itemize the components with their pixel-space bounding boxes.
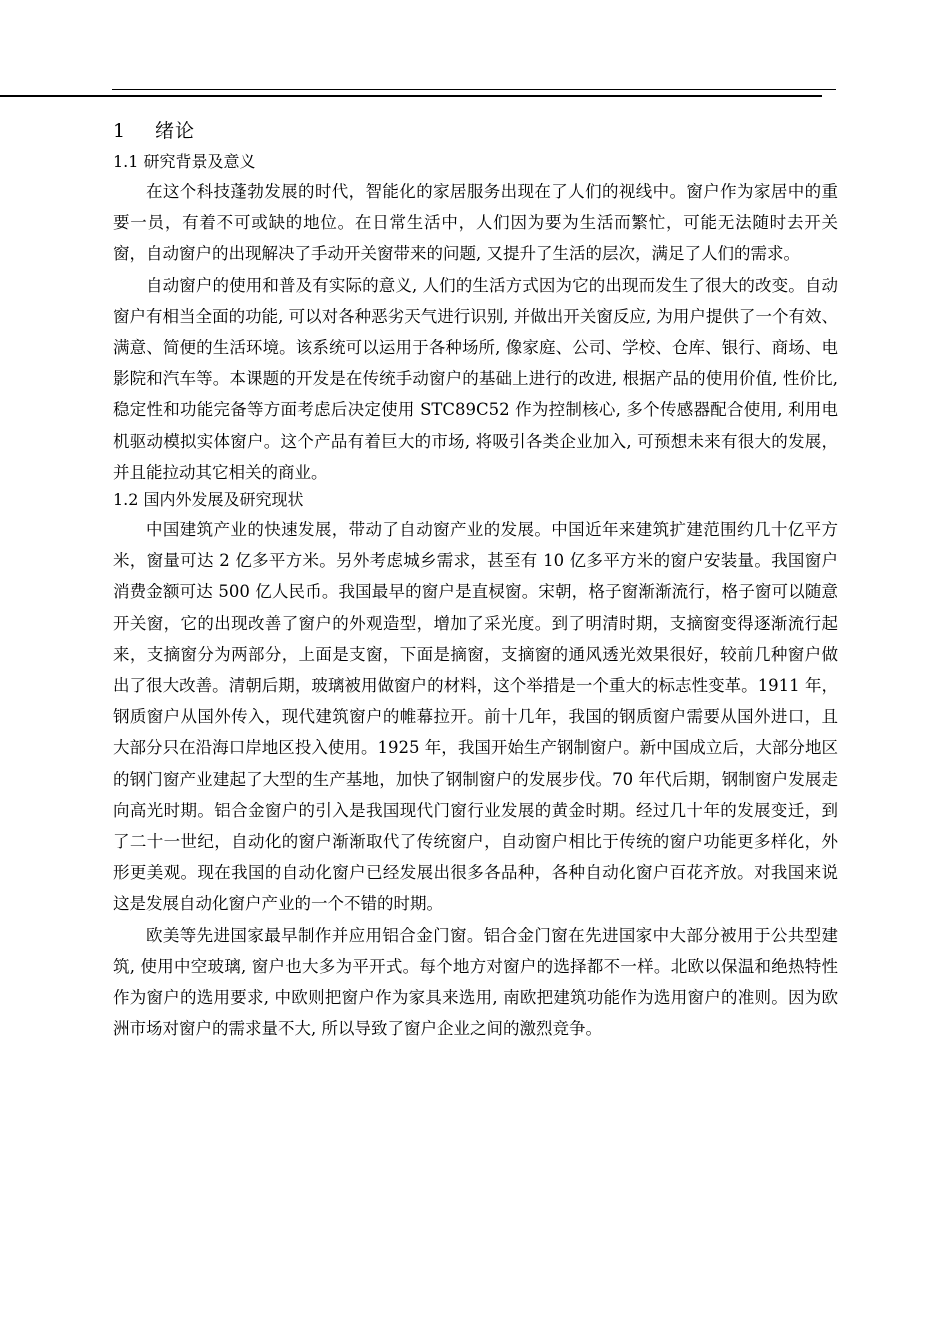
paragraph: 欧美等先进国家最早制作并应用铝合金门窗。铝合金门窗在先进国家中大部分被用于公共型建筑, 使用中空玻璃, 窗户也大多为平开式。每个地方对窗户的选择都不一样。北欧以保温和绝热特性作为窗户的选用要求, 中欧则把窗户作为家具来选用, 南欧把建筑功能作为选用窗户的准则。因为欧洲市场对窗户的需求量不大, 所以导致了窗户企业之间的激烈竞争。 <box>113 925 838 1039</box>
chapter-number: 1 <box>113 120 127 142</box>
section-heading: 1.2 国内外发展及研究现状 <box>113 490 304 510</box>
header-rule <box>112 89 836 90</box>
chapter-title <box>113 118 838 144</box>
paragraph: 自动窗户的使用和普及有实际的意义, 人们的生活方式因为它的出现而发生了很大的改变。自动窗户有相当全面的功能, 可以对各种恶劣天气进行识别, 并做出开关窗反应, 为用户提供了一个有效、满意、简便的生活环境。该系统可以运用于各种场所, 像家庭、公司、学校、仓库、银行、商场、电影院和汽车等。本课题的开发是在传统手动窗户的基础上进行的改进, 根据产品的使用价值, 性价比, 稳定性和功能完备等方面考虑后决定使用 STC89C52 作为控制核心, 多个传感器配合使用, 利用电机驱动模拟实体窗户。这个产品有着巨大的市场, 将吸引各类企业加入, 可预想未来有很大的发展，并且能拉动其它相关的商业。 <box>113 275 838 482</box>
section-heading: 1.1 研究背景及意义 <box>113 152 256 171</box>
paragraph: 中国建筑产业的快速发展，带动了自动窗产业的发展。中国近年来建筑扩建范围约几十亿平方米，窗量可达 2 亿多平方米。另外考虑城乡需求，甚至有 10 亿多平方米的窗户安装量。我国窗户消费金额可达 500 亿人民币。我国最早的窗户是直棂窗。宋朝，格子窗渐渐流行，格子窗可以随意开关窗，它的出现改善了窗户的外观造型，增加了采光度。到了明清时期，支摘窗变得逐渐流行起来，支摘窗分为两部分，上面是支窗，下面是摘窗，支摘窗的通风透光效果很好，较前几种窗户做出了很大改善。清朝后期，玻璃被用做窗户的材料，这个举措是一个重大的标志性变革。1911 年，钢质窗户从国外传入，现代建筑窗户的帷幕拉开。前十几年，我国的钢质窗户需要从国外进口，且大部分只在沿海口岸地区投入使用。1925 年，我国开始生产钢制窗户。新中国成立后，大部分地区的钢门窗产业建起了大型的生产基地，加快了钢制窗户的发展步伐。70 年代后期，钢制窗户发展走向高光时期。铝合金窗户的引入是我国现代门窗行业发展的黄金时期。经过几十年的发展变迁，到了二十一世纪，自动化的窗户渐渐取代了传统窗户，自动窗户相比于传统的窗户功能更多样化，外形更美观。现在我国的自动化窗户已经发展出很多各品种，各种自动化窗户百花齐放。对我国来说这是发展自动化窗户产业的一个不错的时期。 <box>113 520 838 914</box>
header-rule-thick <box>0 95 822 97</box>
document-body <box>113 118 838 1044</box>
chapter-title-text: 绪论 <box>155 120 196 142</box>
paragraph: 在这个科技蓬勃发展的时代，智能化的家居服务出现在了人们的视线中。窗户作为家居中的重要一员，有着不可或缺的地位。在日常生活中，人们因为要为生活而繁忙，可能无法随时去开关窗，自动窗户的出现解决了手动开关窗带来的问题, 又提升了生活的层次，满足了人们的需求。 <box>113 182 838 264</box>
